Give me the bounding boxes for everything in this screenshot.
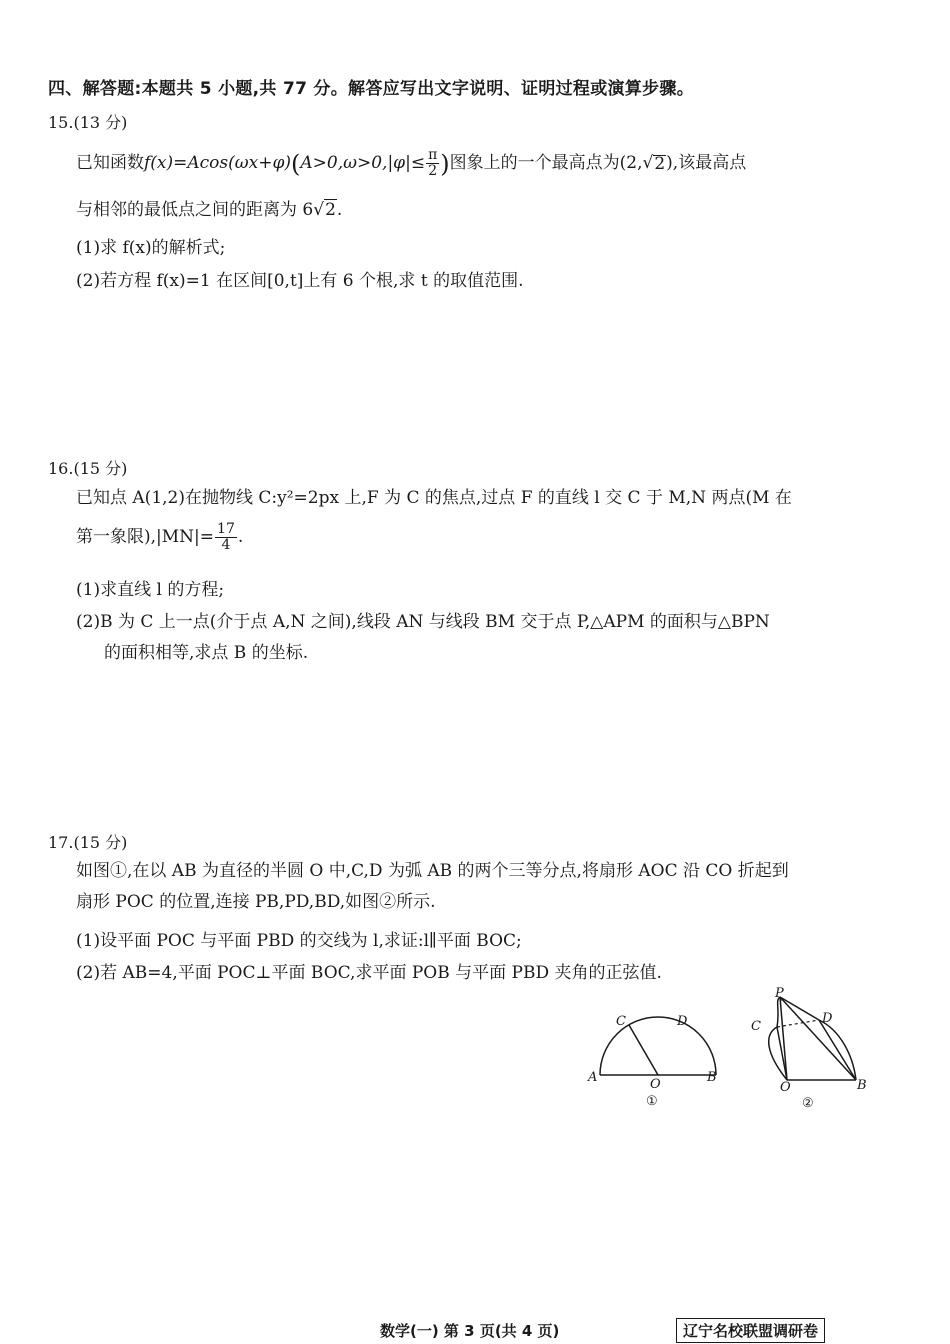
figure-1-caption: ① — [646, 1094, 658, 1109]
q16-den: 4 — [221, 537, 231, 554]
figure-2-label-b: B — [857, 1078, 867, 1093]
q15-line2-sqrt: 2 — [325, 200, 336, 220]
q16-line2 — [76, 522, 243, 554]
q15-pi-over-2 — [426, 148, 439, 180]
q15-func: f(x)=Acos(ωx+φ) — [144, 153, 292, 174]
figure-2-folded-sector — [745, 985, 875, 1115]
q15-line2: 与相邻的最低点之间的距离为 6√2. — [76, 200, 343, 220]
figure-1-label-a: A — [588, 1070, 598, 1085]
figure-2-caption: ② — [802, 1096, 814, 1111]
q16-line2a: 第一象限),|MN|= — [76, 527, 215, 548]
q17-part2: (2)若 AB=4,平面 POC⊥平面 BOC,求平面 POB 与平面 PBD 夹角的正弦值. — [76, 963, 662, 983]
section-title: 四、解答题:本题共 5 小题,共 77 分。解答应写出文字说明、证明过程或演算步骤。 — [48, 79, 695, 99]
q17-part1: (1)设平面 POC 与平面 PBD 的交线为 l,求证:l∥平面 BOC; — [76, 931, 522, 951]
figure-2-pb — [780, 997, 856, 1080]
figure-1-semicircle — [580, 1005, 730, 1110]
q17-line1: 如图①,在以 AB 为直径的半圆 O 中,C,D 为弧 AB 的两个三等分点,将扇形 AOC 沿 CO 折起到 — [76, 861, 789, 881]
q15-stem-a: 已知函数 — [76, 153, 144, 174]
figure-1-label-c: C — [616, 1014, 626, 1029]
q16-line2b: . — [237, 527, 244, 548]
q15-line2a: 与相邻的最低点之间的距离为 6 — [76, 200, 314, 220]
figure-1-radius-oc — [629, 1025, 658, 1075]
figure-2-pd — [780, 997, 819, 1020]
q16-number: 16.(15 分) — [48, 459, 128, 478]
figure-2-label-o: O — [780, 1080, 791, 1095]
q15-pi: π — [428, 147, 438, 163]
q15-stem-b: 图象上的一个最高点为(2, — [449, 153, 643, 174]
figure-2-label-c: C — [751, 1019, 761, 1034]
q15-line2b: . — [336, 200, 343, 220]
q16-line1: 已知点 A(1,2)在抛物线 C:y²=2px 上,F 为 C 的焦点,过点 F 的直线 l 交 C 于 M,N 两点(M 在 — [76, 488, 792, 508]
figure-2-label-p: P — [775, 986, 784, 1001]
figure-2-arc-pc — [777, 997, 780, 1027]
q15-part2: (2)若方程 f(x)=1 在区间[0,t]上有 6 个根,求 t 的取值范围. — [76, 271, 524, 291]
q16-part2a: (2)B 为 C 上一点(介于点 A,N 之间),线段 AN 与线段 BM 交于点 P,△APM 的面积与△BPN — [76, 612, 770, 632]
figure-2-db — [819, 1020, 856, 1080]
figure-2-label-d: D — [822, 1011, 833, 1026]
figure-2-cd-dashed — [777, 1020, 819, 1027]
figure-1-label-d: D — [677, 1014, 688, 1029]
q15-part1: (1)求 f(x)的解析式; — [76, 238, 226, 258]
figure-2-po — [780, 997, 787, 1080]
q16-part1: (1)求直线 l 的方程; — [76, 580, 225, 600]
q15-stem-c: ),该最高点 — [666, 153, 747, 174]
figure-1-label-o: O — [650, 1077, 661, 1092]
q15-sqrt2: 2 — [654, 153, 666, 174]
figure-1-label-b: B — [707, 1070, 717, 1085]
q16-part2b: 的面积相等,求点 B 的坐标. — [104, 643, 309, 663]
q17-number: 17.(15 分) — [48, 833, 128, 852]
q16-num: 17 — [217, 521, 235, 537]
footer-page-number: 数学(一) 第 3 页(共 4 页) — [380, 1322, 560, 1340]
q15-two: 2 — [428, 163, 438, 180]
q15-line1: 已知函数 f(x)=Acos(ωx+φ) ( A>0,ω>0,|φ|≤ $\frac{\pi}{2}$ ) 图象上的一个最高点为(2, √ 2 ),该最高点 — [76, 147, 747, 180]
q16-fraction — [215, 522, 237, 554]
q15-number: 15.(13 分) — [48, 113, 128, 132]
footer-exam-name: 辽宁名校联盟调研卷 — [676, 1318, 825, 1343]
q17-line2: 扇形 POC 的位置,连接 PB,PD,BD,如图②所示. — [76, 892, 436, 912]
q15-cond: A>0,ω>0,|φ|≤ — [300, 153, 426, 174]
